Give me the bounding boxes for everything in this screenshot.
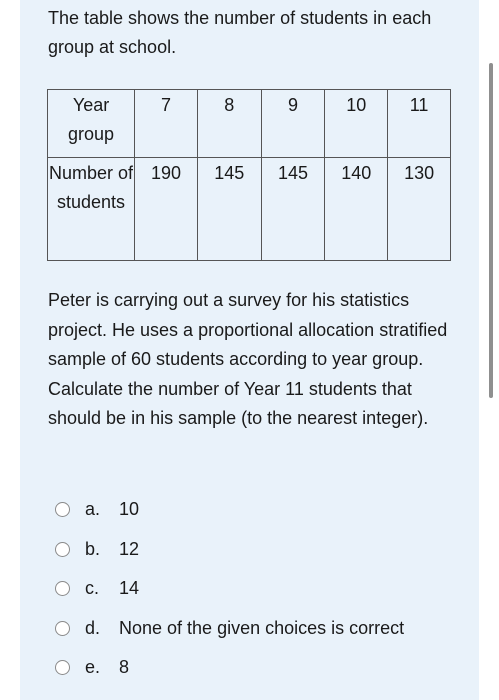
option-b[interactable] (55, 530, 475, 570)
option-letter: d. (85, 617, 101, 638)
option-c[interactable] (55, 569, 475, 609)
option-letter: e. (85, 657, 101, 678)
table-cell: 7 (135, 90, 198, 158)
intro-text: The table shows the number of students in each group at school. (48, 8, 432, 57)
option-text: 10 (119, 499, 140, 520)
table-header-year-group: Year group (48, 90, 135, 158)
table-cell: 9 (261, 90, 325, 158)
table-cell: 190 (135, 158, 198, 261)
option-text: 12 (119, 538, 140, 559)
answer-options (55, 490, 475, 688)
option-text: 8 (119, 657, 130, 678)
radio-button-icon[interactable] (55, 621, 70, 636)
table-cell: 145 (197, 158, 261, 261)
option-d[interactable] (55, 609, 475, 649)
option-letter: c. (85, 578, 100, 599)
option-text: 14 (119, 578, 140, 599)
radio-button-icon[interactable] (55, 660, 70, 675)
students-table (47, 89, 451, 261)
table-cell: 140 (325, 158, 388, 261)
radio-button-icon[interactable] (55, 581, 70, 596)
table-header-number-of-students: Number of students (48, 158, 135, 261)
radio-button-icon[interactable] (55, 502, 70, 517)
table-cell: 11 (388, 90, 451, 158)
table-cell: 8 (197, 90, 261, 158)
table-cell: 10 (325, 90, 388, 158)
radio-button-icon[interactable] (55, 542, 70, 557)
option-letter: b. (85, 538, 101, 559)
option-letter: a. (85, 499, 101, 520)
scrollbar[interactable] (489, 63, 493, 398)
option-text: None of the given choices is correct (119, 617, 405, 638)
option-e[interactable] (55, 648, 475, 688)
table-cell: 145 (261, 158, 325, 261)
table-row-year-group (48, 90, 451, 158)
question-text: Peter is carrying out a survey for his statistics project. He uses a proportional allocation stratified sample of 60 students according to year group. Calculate the number of Year 11 students that should be in his sample (to the nearest integer). (48, 290, 448, 428)
table-row-number-of-students (48, 158, 451, 261)
table-cell: 130 (388, 158, 451, 261)
option-a[interactable] (55, 490, 475, 530)
